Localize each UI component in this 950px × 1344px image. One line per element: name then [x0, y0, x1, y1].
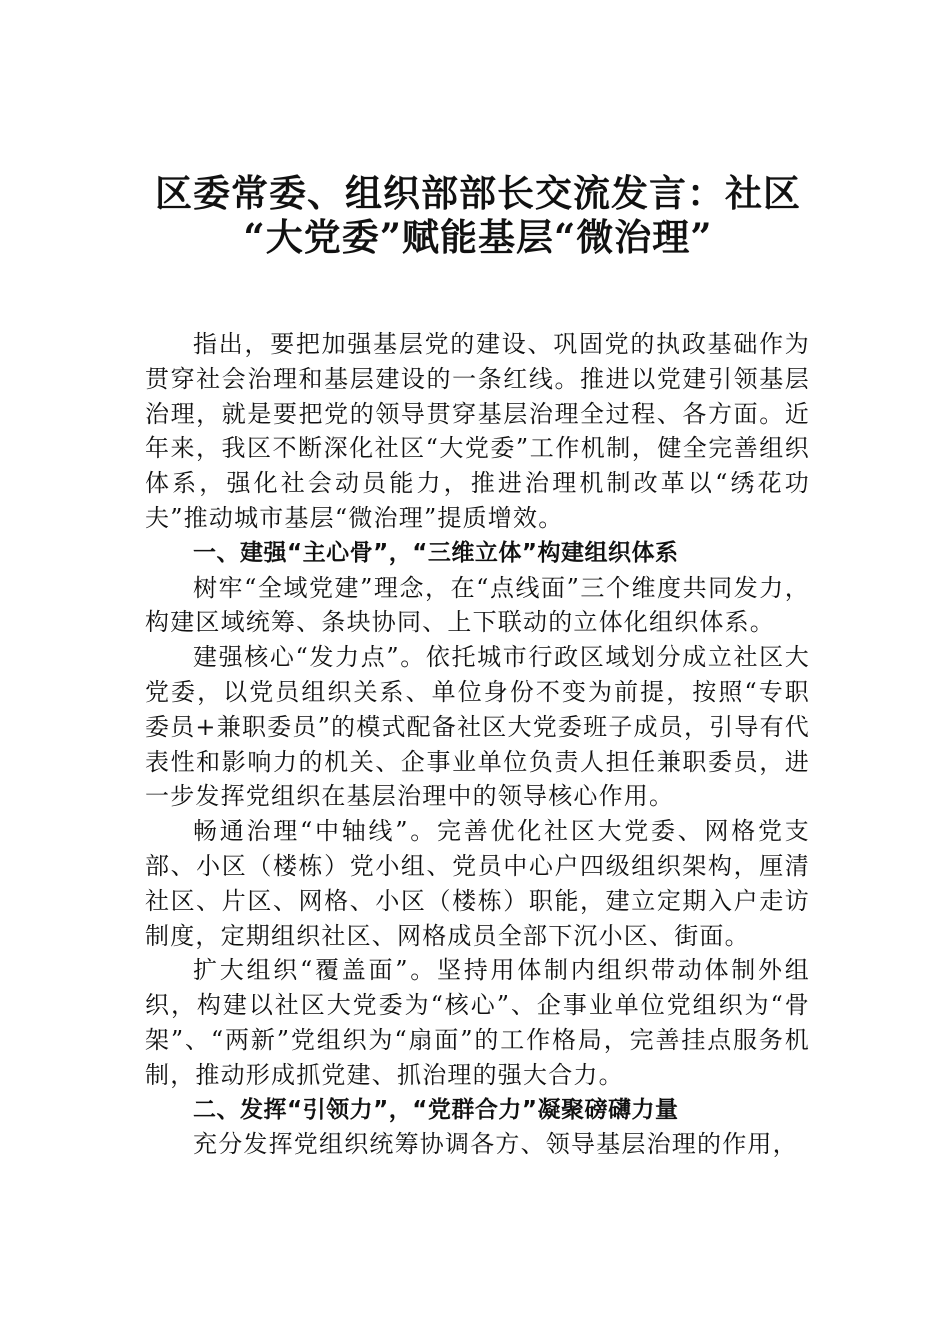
section-1-paragraph-4: 扩大组织“覆盖面”。坚持用体制内组织带动体制外组织，构建以社区大党委为“核心”、企事业单位党组织为“骨架”、“两新”党组织为“扇面”的工作格局，完善挂点服务机制，推动形成抓党建、抓治理的强大合力。 — [145, 956, 810, 1089]
section-1-paragraph-2: 建强核心“发力点”。依托城市行政区域划分成立社区大党委，以党员组织关系、单位身份不变为前提，按照“专职委员+兼职委员”的模式配备社区大党委班子成员，引导有代表性和影响力的机关、企事业单位负责人担任兼职委员，进一步发挥党组织在基层治理中的领导核心作用。 — [145, 643, 810, 811]
document-title-line-1: 区委常委、组织部部长交流发言：社区 — [155, 171, 801, 215]
section-1-paragraph-3: 畅通治理“中轴线”。完善优化社区大党委、网格党支部、小区（楼栋）党小组、党员中心户四级组织架构，厘清社区、片区、网格、小区（楼栋）职能，建立定期入户走访制度，定期组织社区、网格成员全部下沉小区、街面。 — [145, 817, 810, 950]
document-title-line-2: “大党委”赋能基层“微治理” — [243, 215, 713, 259]
section-2-paragraph-1: 充分发挥党组织统筹协调各方、领导基层治理的作用， — [193, 1130, 798, 1159]
section-1-paragraph-1: 树牢“全域党建”理念，在“点线面”三个维度共同发力，构建区域统筹、条块协同、上下联动的立体化组织体系。 — [145, 573, 810, 637]
section-heading-1: 一、建强“主心骨”，“三维立体”构建组织体系 — [193, 539, 679, 566]
document-body — [145, 327, 810, 1162]
section-heading-2: 二、发挥“引领力”，“党群合力”凝聚磅礴力量 — [193, 1096, 679, 1123]
intro-paragraph: 指出，要把加强基层党的建设、巩固党的执政基础作为贯穿社会治理和基层建设的一条红线。推进以党建引领基层治理，就是要把党的领导贯穿基层治理全过程、各方面。近年来，我区不断深化社区“大党委”工作机制，健全完善组织体系，强化社会动员能力，推进治理机制改革以“绣花功夫”推动城市基层“微治理”提质增效。 — [145, 330, 810, 532]
